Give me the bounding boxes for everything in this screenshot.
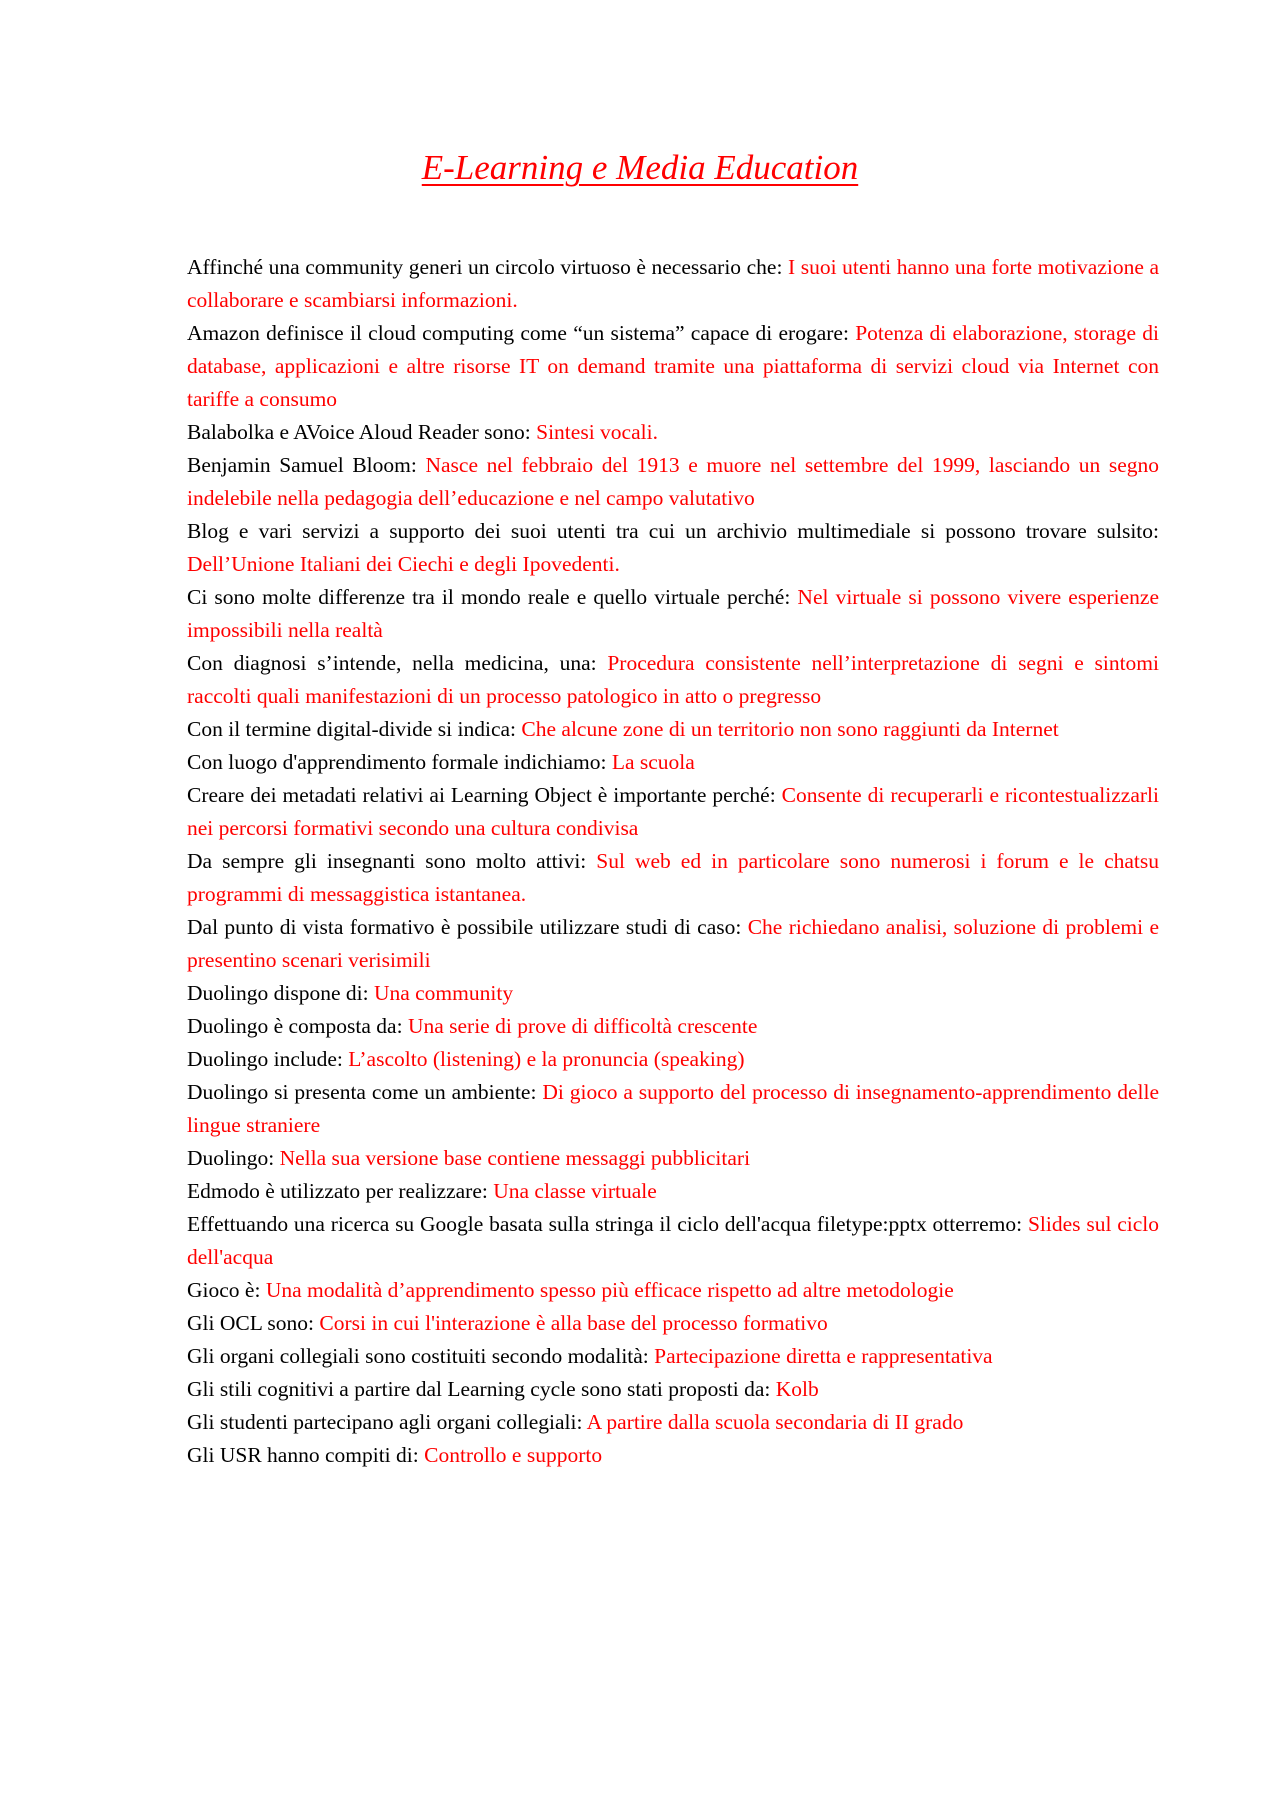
question-text: Gli stili cognitivi a partire dal Learning cycle sono stati proposti da: (187, 1377, 771, 1401)
answer-text: Kolb (775, 1377, 819, 1401)
document-title: E-Learning e Media Education (421, 148, 859, 187)
qa-item (187, 1175, 1159, 1208)
answer-text: Controllo e supporto (424, 1443, 603, 1467)
answer-text: Una community (373, 981, 514, 1005)
answer-text: I suoi utenti hanno una forte motivazione a collaborare e scambiarsi informazioni. (187, 255, 1160, 312)
answer-text: Dell’Unione Italiani dei Ciechi e degli Ipovedenti. (187, 552, 620, 576)
question-text: Ci sono molte differenze tra il mondo reale e quello virtuale perché: (187, 585, 791, 609)
answer-text: A partire dalla scuola secondaria di II grado (586, 1410, 964, 1434)
answer-text: Nella sua versione base contiene messaggi pubblicitari (279, 1146, 751, 1170)
question-text: Con il termine digital-divide si indica: (187, 717, 517, 741)
question-text: Gli OCL sono: (187, 1311, 315, 1335)
question-text: Affinché una community generi un circolo virtuoso è necessario che: (187, 255, 783, 279)
question-text: Duolingo è composta da: (187, 1014, 403, 1038)
answer-text: Una modalità d’apprendimento spesso più efficace rispetto ad altre metodologie (265, 1278, 954, 1302)
qa-item (187, 581, 1159, 647)
question-text: Dal punto di vista formativo è possibile utilizzare studi di caso: (187, 915, 742, 939)
qa-item (187, 251, 1159, 317)
qa-item (187, 911, 1159, 977)
qa-item (187, 1373, 1159, 1406)
qa-item (187, 713, 1159, 746)
question-text: Gli USR hanno compiti di: (187, 1443, 419, 1467)
answer-text: L’ascolto (listening) e la pronuncia (speaking) (348, 1047, 745, 1071)
qa-item (187, 746, 1159, 779)
answer-text: Procedura consistente nell’interpretazione di segni e sintomi raccolti quali manifestazioni di un processo patologico in atto o pregresso (187, 651, 1159, 708)
question-text: Duolingo: (187, 1146, 275, 1170)
answer-text: Una serie di prove di difficoltà crescente (407, 1014, 758, 1038)
question-text: Gioco è: (187, 1278, 261, 1302)
qa-item (187, 779, 1159, 845)
answer-text: Slides sul ciclo dell'acqua (187, 1212, 1160, 1269)
qa-item (187, 1340, 1159, 1373)
question-text: Con diagnosi s’intende, nella medicina, una: (187, 651, 597, 675)
answer-text: Di gioco a supporto del processo di insegnamento-apprendimento delle lingue straniere (187, 1080, 1160, 1137)
question-text: Duolingo include: (187, 1047, 343, 1071)
qa-item (187, 449, 1159, 515)
qa-item (187, 1406, 1159, 1439)
question-text: Gli organi collegiali sono costituiti secondo modalità: (187, 1344, 649, 1368)
question-text: Duolingo si presenta come un ambiente: (187, 1080, 537, 1104)
question-text: Blog e vari servizi a supporto dei suoi utenti tra cui un archivio multimediale si possono trovare sulsito: (187, 519, 1159, 543)
answer-text: Corsi in cui l'interazione è alla base del processo formativo (319, 1311, 828, 1335)
qa-item (187, 1274, 1159, 1307)
qa-item (187, 317, 1159, 416)
question-text: Gli studenti partecipano agli organi collegiali: (187, 1410, 583, 1434)
question-text: Amazon definisce il cloud computing come “un sistema” capace di erogare: (187, 321, 849, 345)
answer-text: Nel virtuale si possono vivere esperienze impossibili nella realtà (187, 585, 1159, 642)
qa-item (187, 416, 1159, 449)
qa-item (187, 977, 1159, 1010)
question-text: Effettuando una ricerca su Google basata sulla stringa il ciclo dell'acqua filetype:pptx otterremo: (187, 1212, 1023, 1236)
qa-item (187, 1208, 1159, 1274)
qa-item (187, 1439, 1159, 1472)
question-text: Balabolka e AVoice Aloud Reader sono: (187, 420, 531, 444)
question-text: Con luogo d'apprendimento formale indichiamo: (187, 750, 607, 774)
question-text: Creare dei metadati relativi ai Learning Object è importante perché: (187, 783, 776, 807)
answer-text: Che alcune zone di un territorio non sono raggiunti da Internet (521, 717, 1059, 741)
question-text: Da sempre gli insegnanti sono molto attivi: (187, 849, 587, 873)
qa-item (187, 1142, 1159, 1175)
answer-text: La scuola (611, 750, 695, 774)
qa-item (187, 515, 1159, 581)
question-text: Edmodo è utilizzato per realizzare: (187, 1179, 488, 1203)
qa-list (187, 251, 1159, 1472)
qa-item (187, 1076, 1159, 1142)
qa-item (187, 1043, 1159, 1076)
answer-text: Nasce nel febbraio del 1913 e muore nel settembre del 1999, lasciando un segno indelebile nella pedagogia dell’educazione e nel campo valutativo (187, 453, 1160, 510)
qa-item (187, 647, 1159, 713)
answer-text: Consente di recuperarli e ricontestualizzarli nei percorsi formativi secondo una cultura condivisa (187, 783, 1159, 840)
answer-text: Potenza di elaborazione, storage di database, applicazioni e altre risorse IT on demand tramite una piattaforma di servizi cloud via Internet con tariffe a consumo (187, 321, 1159, 411)
answer-text: Sintesi vocali. (536, 420, 658, 444)
answer-text: Che richiedano analisi, soluzione di problemi e presentino scenari verisimili (187, 915, 1160, 972)
answer-text: Una classe virtuale (493, 1179, 657, 1203)
question-text: Duolingo dispone di: (187, 981, 369, 1005)
qa-item (187, 1010, 1159, 1043)
answer-text: Sul web ed in particolare sono numerosi i forum e le chatsu programmi di messaggistica istantanea. (187, 849, 1160, 906)
answer-text: Partecipazione diretta e rappresentativa (654, 1344, 993, 1368)
question-text: Benjamin Samuel Bloom: (187, 453, 417, 477)
qa-item (187, 845, 1159, 911)
qa-item (187, 1307, 1159, 1340)
